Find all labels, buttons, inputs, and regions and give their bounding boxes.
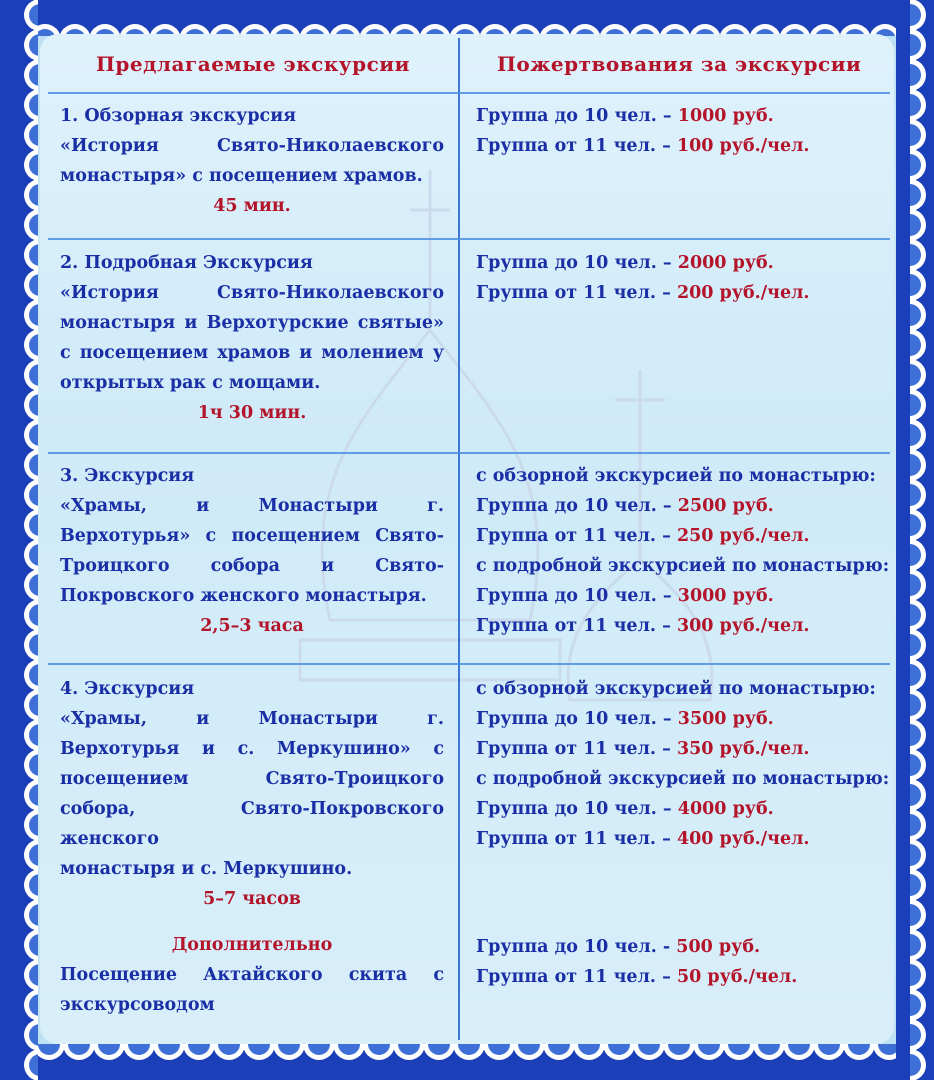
excursion-duration: 5–7 часов bbox=[203, 889, 301, 909]
donation-section-heading: с обзорной экскурсией по монастырю: bbox=[476, 679, 876, 699]
donation-3 bbox=[476, 461, 890, 641]
column-header-donations: Пожертвования за экскурсии bbox=[497, 52, 862, 76]
price-row: Группа до 10 чел. - 500 руб. bbox=[476, 937, 761, 957]
excursion-line: Покровского женского монастыря. bbox=[60, 586, 427, 606]
excursion-line: с посещением храмов и молением у bbox=[60, 343, 444, 363]
excursion-line: «Храмы, и Монастыри г. bbox=[60, 496, 444, 516]
excursion-line: Троицкого собора и Свято- bbox=[60, 556, 444, 576]
extra-line: экскурсоводом bbox=[60, 995, 215, 1015]
donation-section-heading: с обзорной экскурсией по монастырю: bbox=[476, 466, 876, 486]
excursion-line: «История Свято-Николаевского bbox=[60, 136, 444, 156]
excursion-title: 2. Подробная Экскурсия bbox=[60, 253, 313, 273]
donation-section-heading: с подробной экскурсией по монастырю: bbox=[476, 769, 890, 789]
excursion-line: открытых рак с мощами. bbox=[60, 373, 321, 393]
price-row: Группа до 10 чел. – 3500 руб. bbox=[476, 709, 774, 729]
excursion-title: 1. Обзорная экскурсия bbox=[60, 106, 297, 126]
donation-4 bbox=[476, 674, 890, 854]
price-row: Группа от 11 чел. – 100 руб./чел. bbox=[476, 136, 810, 156]
excursion-line: монастыря и с. Меркушино. bbox=[60, 859, 353, 879]
row-divider bbox=[48, 238, 890, 240]
excursion-line: «История Свято-Николаевского bbox=[60, 283, 444, 303]
price-row: Группа до 10 чел. – 2000 руб. bbox=[476, 253, 774, 273]
excursion-line: собора, Свято-Покровского женского bbox=[60, 799, 444, 849]
excursion-1 bbox=[60, 101, 444, 221]
extra-line: Посещение Актайского скита с bbox=[60, 965, 444, 985]
donation-1 bbox=[476, 101, 886, 161]
row-divider bbox=[48, 663, 890, 665]
excursion-duration: 1ч 30 мин. bbox=[197, 403, 307, 423]
donation-2 bbox=[476, 248, 886, 308]
excursion-duration: 45 мин. bbox=[213, 196, 291, 216]
column-header-excursions: Предлагаемые экскурсии bbox=[96, 52, 410, 76]
price-row: Группа от 11 чел. – 250 руб./чел. bbox=[476, 526, 810, 546]
row-divider bbox=[48, 452, 890, 454]
extra-title: Дополнительно bbox=[171, 935, 333, 955]
price-row: Группа до 10 чел. – 3000 руб. bbox=[476, 586, 774, 606]
donation-extra bbox=[476, 932, 886, 992]
price-row: Группа до 10 чел. – 4000 руб. bbox=[476, 799, 774, 819]
row-divider bbox=[48, 92, 890, 94]
excursion-3 bbox=[60, 461, 444, 641]
excursion-line: посещением Свято-Троицкого bbox=[60, 769, 444, 789]
excursion-4 bbox=[60, 674, 444, 1020]
column-divider bbox=[458, 38, 460, 1040]
excursion-2 bbox=[60, 248, 444, 428]
price-row: Группа до 10 чел. – 1000 руб. bbox=[476, 106, 774, 126]
price-row: Группа от 11 чел. – 400 руб./чел. bbox=[476, 829, 810, 849]
excursion-title: 4. Экскурсия bbox=[60, 679, 195, 699]
excursion-duration: 2,5–3 часа bbox=[200, 616, 304, 636]
excursion-line: «Храмы, и Монастыри г. bbox=[60, 709, 444, 729]
excursion-line: Верхотурья и с. Меркушино» с bbox=[60, 739, 444, 759]
price-row: Группа от 11 чел. – 50 руб./чел. bbox=[476, 967, 798, 987]
donation-section-heading: с подробной экскурсией по монастырю: bbox=[476, 556, 890, 576]
price-row: Группа от 11 чел. – 200 руб./чел. bbox=[476, 283, 810, 303]
price-row: Группа от 11 чел. – 300 руб./чел. bbox=[476, 616, 810, 636]
excursion-line: Верхотурья» с посещением Свято- bbox=[60, 526, 444, 546]
excursion-line: монастыря и Верхотурские святые» bbox=[60, 313, 444, 333]
excursion-line: монастыря» с посещением храмов. bbox=[60, 166, 423, 186]
price-row: Группа от 11 чел. – 350 руб./чел. bbox=[476, 739, 810, 759]
price-row: Группа до 10 чел. – 2500 руб. bbox=[476, 496, 774, 516]
excursion-title: 3. Экскурсия bbox=[60, 466, 195, 486]
